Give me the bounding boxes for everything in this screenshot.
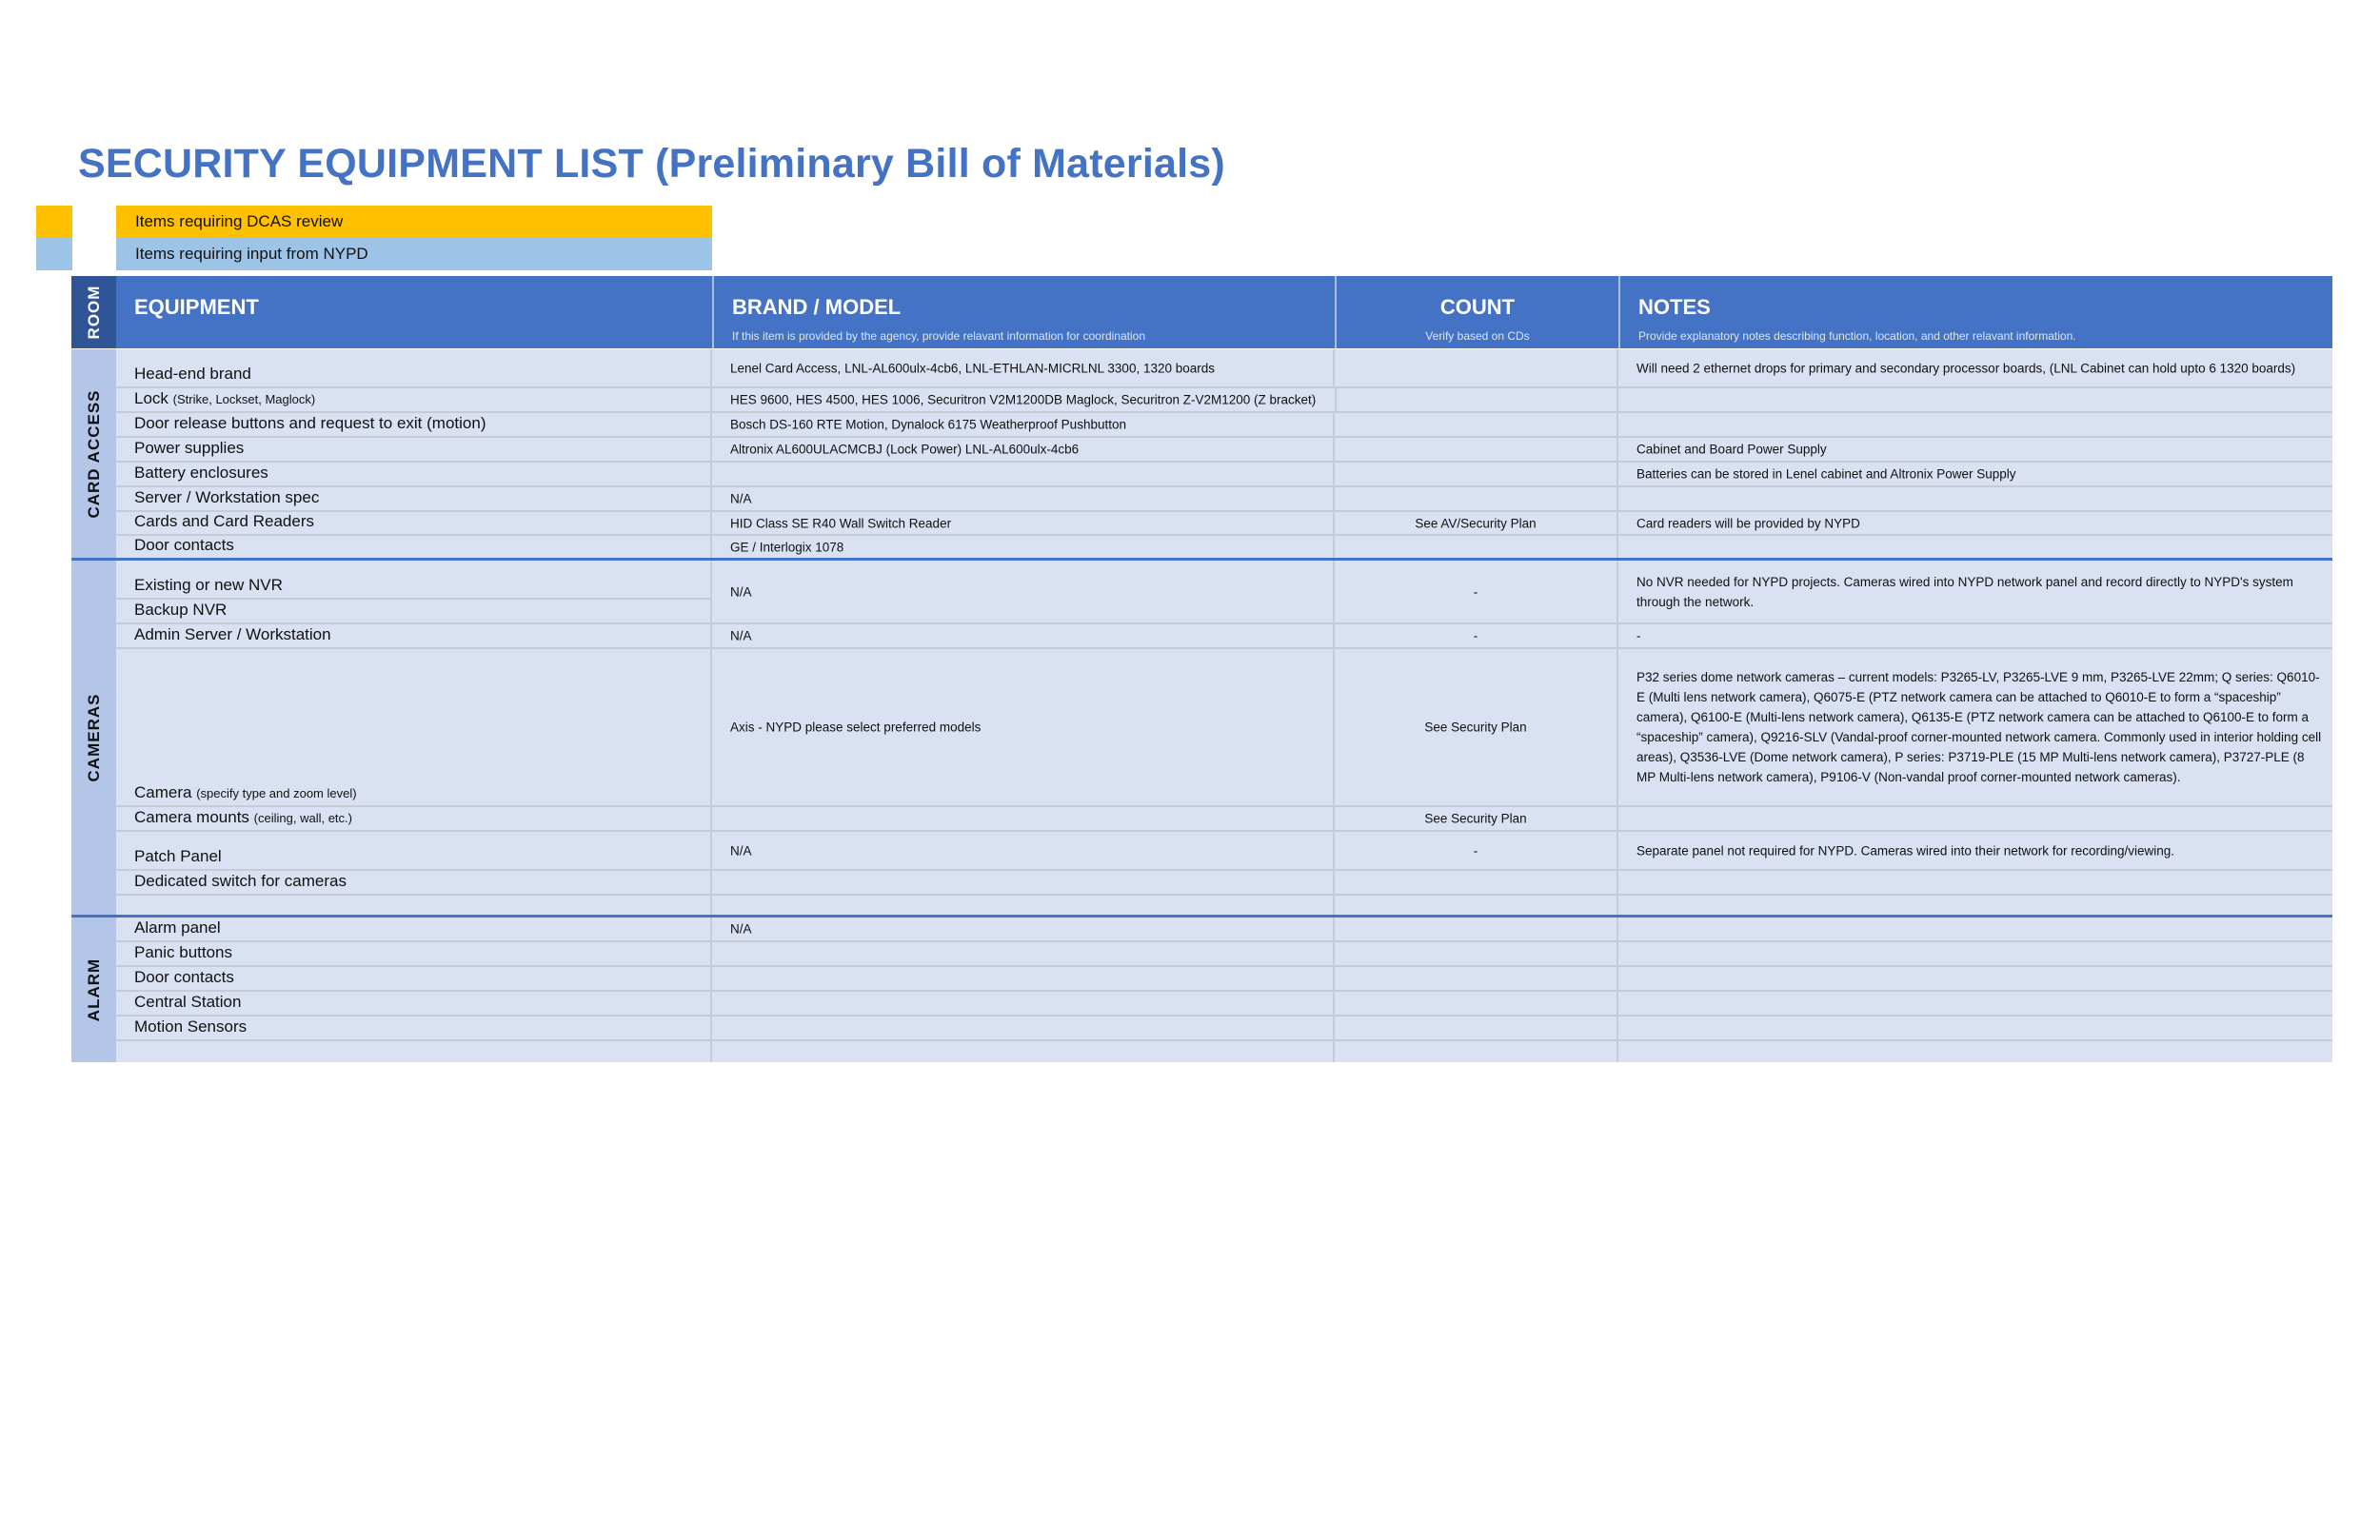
equipment-cell: Power supplies <box>134 439 245 457</box>
brand-cell: GE / Interlogix 1078 <box>730 540 844 554</box>
section-label-text: ALARM <box>84 958 103 1022</box>
notes-cell: Card readers will be provided by NYPD <box>1636 516 1860 530</box>
table-row <box>116 1017 2332 1041</box>
brand-cell: Lenel Card Access, LNL-AL600ulx-4cb6, LNL-ETHLAN-MICRLNL 3300, 1320 boards <box>730 361 1216 375</box>
equipment-detail: (ceiling, wall, etc.) <box>253 811 352 825</box>
equipment-cell: Head-end brand <box>134 365 251 383</box>
equipment-cell: Motion Sensors <box>134 1017 248 1036</box>
count-cell: See Security Plan <box>1424 811 1527 826</box>
table-row <box>116 807 2332 832</box>
legend-dcas-review: Items requiring DCAS review <box>116 206 712 238</box>
table-row <box>116 871 2332 896</box>
section-cameras <box>71 561 2332 915</box>
brand-cell: N/A <box>730 584 752 599</box>
notes-cell: No NVR needed for NYPD projects. Cameras wired into NYPD network panel and record directly to NYPD's system through the network. <box>1636 574 2293 609</box>
equipment-cell: Battery enclosures <box>134 464 268 482</box>
equipment-name: Camera mounts <box>134 808 249 826</box>
count-cell: - <box>1473 843 1478 858</box>
header-room <box>71 276 116 348</box>
brand-cell: Bosch DS-160 RTE Motion, Dynalock 6175 Weatherproof Pushbutton <box>730 417 1126 432</box>
brand-cell: HES 9600, HES 4500, HES 1006, Securitron V2M1200DB Maglock, Securitron Z-V2M1200 (Z bracket) <box>730 392 1317 407</box>
table-row <box>116 463 2332 487</box>
header-room-label: ROOM <box>84 285 103 340</box>
table-row <box>116 1041 2332 1062</box>
brand-cell: N/A <box>730 491 752 506</box>
table-row <box>116 438 2332 463</box>
equipment-cell <box>134 808 352 827</box>
equipment-cell: Cards and Card Readers <box>134 512 314 530</box>
legend-swatch-nypd <box>36 238 72 270</box>
section-card-access <box>71 349 2332 558</box>
count-cell: - <box>1473 584 1478 599</box>
count-cell-merged <box>1335 561 1618 624</box>
equipment-cell: Panic buttons <box>134 943 233 961</box>
equipment-cell: Door contacts <box>134 536 234 554</box>
page-title: SECURITY EQUIPMENT LIST (Preliminary Bill of Materials) <box>78 141 1225 187</box>
table-row <box>116 992 2332 1017</box>
equipment-cell: Patch Panel <box>134 847 222 865</box>
equipment-cell: Door contacts <box>134 968 234 986</box>
count-cell: - <box>1473 628 1478 643</box>
section-label-alarm <box>71 918 116 1062</box>
equipment-cell: Existing or new NVR <box>134 576 283 594</box>
equipment-name: Lock <box>134 389 169 407</box>
table-row <box>116 967 2332 992</box>
notes-cell: Will need 2 ethernet drops for primary and secondary processor boards, (LNL Cabinet can hold upto 6 1320 boards) <box>1636 361 2296 375</box>
brand-cell: Altronix AL600ULACMCBJ (Lock Power) LNL-AL600ulx-4cb6 <box>730 442 1080 457</box>
legend-nypd-input: Items requiring input from NYPD <box>116 238 712 270</box>
table-row <box>116 349 2332 388</box>
notes-cell: Batteries can be stored in Lenel cabinet and Altronix Power Supply <box>1636 466 2016 482</box>
table-row <box>116 624 2332 649</box>
equipment-cell: Backup NVR <box>134 601 228 619</box>
equipment-cell: Central Station <box>134 993 242 1011</box>
equipment-cell: Dedicated switch for cameras <box>134 872 347 890</box>
table-row <box>116 388 2332 413</box>
section-alarm <box>71 918 2332 1062</box>
header-count <box>1337 276 1618 348</box>
header-equipment-label: EQUIPMENT <box>134 295 259 319</box>
equipment-cell: Alarm panel <box>134 918 221 937</box>
table-row <box>116 942 2332 967</box>
equipment-cell: Door release buttons and request to exit (motion) <box>134 414 486 432</box>
header-brand-label: BRAND / MODEL <box>732 295 902 319</box>
equipment-cell <box>134 783 357 802</box>
header-notes-label: NOTES <box>1638 295 1711 319</box>
section-label-text: CARD ACCESS <box>84 388 103 519</box>
notes-cell: - <box>1636 628 1641 643</box>
header-notes-subtitle: Provide explanatory notes describing function, location, and other relavant information. <box>1638 329 2076 343</box>
header-equipment <box>116 276 712 348</box>
table-row <box>116 512 2332 536</box>
table-row <box>116 649 2332 807</box>
equipment-detail: (Strike, Lockset, Maglock) <box>172 392 316 406</box>
table-row <box>116 487 2332 512</box>
brand-cell: N/A <box>730 628 752 643</box>
brand-cell: N/A <box>730 921 752 937</box>
table-row <box>116 918 2332 942</box>
notes-cell-merged <box>1618 561 2332 624</box>
section-label-text: CAMERAS <box>84 693 103 782</box>
section-label-card-access <box>71 349 116 558</box>
equipment-name: Camera <box>134 783 192 801</box>
equipment-cell <box>134 389 315 408</box>
table-row <box>116 413 2332 438</box>
header-count-subtitle: Verify based on CDs <box>1425 329 1530 343</box>
brand-cell: HID Class SE R40 Wall Switch Reader <box>730 516 952 530</box>
header-notes <box>1620 276 2332 348</box>
notes-cell: P32 series dome network cameras – current models: P3265-LV, P3265-LVE 9 mm, P3265-LVE 22mm; Q series: Q6010-E (Multi lens network camera), Q6075-E (PTZ network camera can be attached to Q6010-E to form a “spaceship” camera), Q6100-E (Multi-lens network camera), Q6135-E (PTZ network camera can be attached to Q6100-E to form a “spaceship” camera), Q9216-SLV (Vandal-proof corner-mounted network camera. Commonly used in interior holding cell areas), Q3536-LVE (Dome network camera), P series: P3719-PLE (15 MP Multi-lens network camera), P3727-PLE (8 MP Multi-lens network camera), P9106-V (Non-vandal proof corner-mounted network cameras). <box>1636 670 2322 784</box>
count-cell: See Security Plan <box>1424 720 1527 735</box>
table-row <box>116 896 2332 915</box>
brand-cell: N/A <box>730 843 752 858</box>
header-count-label: COUNT <box>1439 295 1516 319</box>
equipment-cell: Admin Server / Workstation <box>134 625 331 643</box>
equipment-detail: (specify type and zoom level) <box>196 786 357 800</box>
count-cell: See AV/Security Plan <box>1415 516 1537 530</box>
table-header <box>71 276 2332 348</box>
legend-swatch-dcas <box>36 206 72 238</box>
header-brand-subtitle: If this item is provided by the agency, provide relavant information for coordination <box>732 329 1146 343</box>
section-label-cameras <box>71 561 116 915</box>
header-brand <box>714 276 1335 348</box>
brand-cell-merged <box>712 561 1335 624</box>
brand-cell: Axis - NYPD please select preferred models <box>730 720 982 735</box>
equipment-cell: Server / Workstation spec <box>134 488 320 506</box>
table-row <box>116 536 2332 558</box>
table-row <box>116 832 2332 871</box>
notes-cell: Separate panel not required for NYPD. Cameras wired into their network for recording/viewing. <box>1636 843 2175 858</box>
notes-cell: Cabinet and Board Power Supply <box>1636 442 1827 457</box>
